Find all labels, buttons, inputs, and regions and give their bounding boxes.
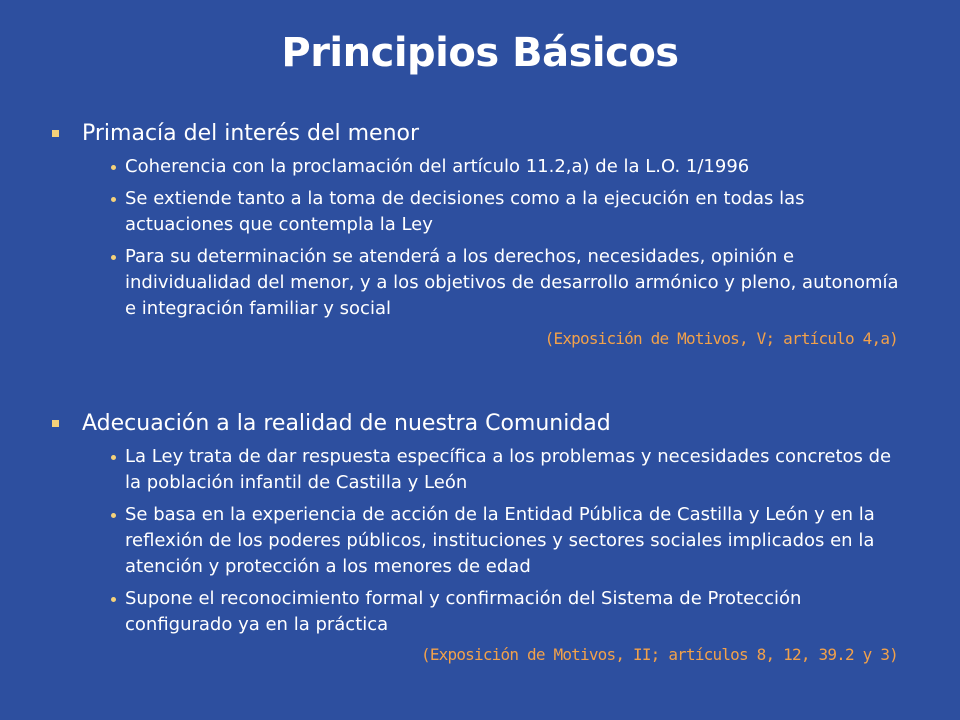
list-item xyxy=(50,244,910,322)
list-item xyxy=(50,444,910,496)
reference-note: (Exposición de Motivos, II; artículos 8, 12, 39.2 y 3) xyxy=(421,645,898,664)
section-heading xyxy=(50,410,910,438)
dot-bullet-icon xyxy=(111,197,116,202)
list-item-text: Coherencia con la proclamación del artículo 11.2,a) de la L.O. 1/1996 xyxy=(125,156,750,177)
list-item-text: Se basa en la experiencia de acción de la Entidad Pública de Castilla y León y en la reflexión de los poderes públicos, instituciones y sectores sociales implicados en la atención y protección a los menores de edad xyxy=(125,504,875,577)
dot-bullet-icon xyxy=(111,255,116,260)
section-adecuacion xyxy=(50,410,910,666)
list-item xyxy=(50,502,910,580)
section-heading-text: Primacía del interés del menor xyxy=(82,121,420,146)
square-bullet-icon xyxy=(52,130,59,137)
reference-note: (Exposición de Motivos, V; artículo 4,a) xyxy=(544,329,898,348)
dot-bullet-icon xyxy=(111,455,116,460)
list-item-text: Supone el reconocimiento formal y confirmación del Sistema de Protección configurado ya en la práctica xyxy=(125,588,802,635)
dot-bullet-icon xyxy=(111,597,116,602)
section-heading xyxy=(50,120,910,148)
list-item-text: La Ley trata de dar respuesta específica a los problemas y necesidades concretos de la población infantil de Castilla y León xyxy=(125,446,892,493)
list-item xyxy=(50,154,910,180)
list-item xyxy=(50,186,910,238)
square-bullet-icon xyxy=(52,420,59,427)
list-item xyxy=(50,586,910,638)
section-heading-text: Adecuación a la realidad de nuestra Comunidad xyxy=(82,411,611,436)
slide-title: Principios Básicos xyxy=(281,30,679,76)
list-item-text: Para su determinación se atenderá a los derechos, necesidades, opinión e individualidad del menor, y a los objetivos de desarrollo armónico y pleno, autonomía e integración familiar y social xyxy=(125,246,899,319)
section-primacia xyxy=(50,120,910,350)
dot-bullet-icon xyxy=(111,165,116,170)
list-item-text: Se extiende tanto a la toma de decisiones como a la ejecución en todas las actuaciones que contempla la Ley xyxy=(125,188,805,235)
dot-bullet-icon xyxy=(111,513,116,518)
